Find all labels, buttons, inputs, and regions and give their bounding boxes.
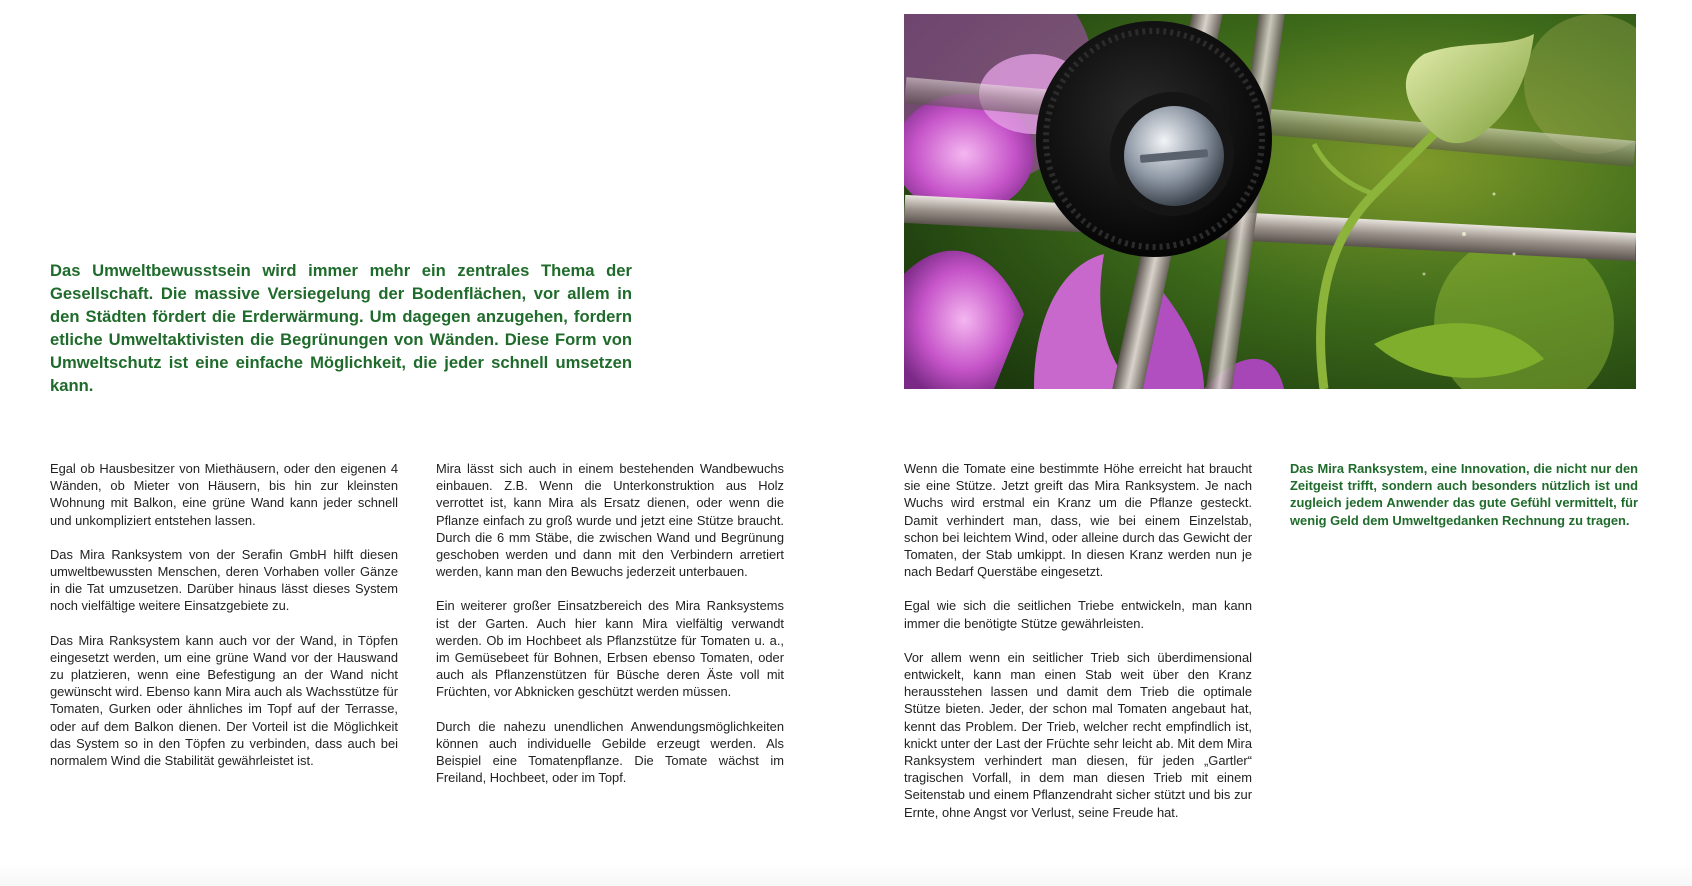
closing-highlight-text: Das Mira Ranksystem, eine Innovation, die nicht nur den Zeitgeist trifft, sondern auch besonders nützlich ist und zugleich jedem Anwender das gute Gefühl vermittelt, für wenig Geld dem Umweltgedanken Rechnung zu tragen. xyxy=(1290,461,1638,528)
paragraph: Durch die nahezu unendlichen Anwendungsmöglichkeiten können auch individuelle Gebilde erzeugt werden. Als Beispiel eine Tomatenpflanze. Die Tomate wächst im Freiland, Hochbeet, oder im Topf. xyxy=(436,718,784,786)
paragraph: Ein weiterer großer Einsatzbereich des Mira Ranksystems ist der Garten. Auch hier kann Mira vielfältig verwandt werden. Ob im Hochbeet als Pflanzstütze für Tomaten u. a., im Gemüsebeet für Bohnen, Erbsen ebenso Tomaten, oder auch als Pflanzenstützen für Büsche deren Äste voll mit Früchten, vor Abknicken geschützt werden müssen. xyxy=(436,598,784,700)
paragraph: Egal wie sich die seitlichen Triebe entwickeln, man kann immer die benötigte Stütze gewährleisten. xyxy=(904,598,1252,631)
text-column-1 xyxy=(50,460,398,786)
paragraph: Das Mira Ranksystem kann auch vor der Wand, in Töpfen eingesetzt werden, um eine grüne Wand vor der Hauswand zu platzieren, wenn eine Befestigung an der Wand nicht gewünscht wird. Ebenso kann Mira auch als Wachsstütze für Tomaten, Gurken oder ähnliches im Topf auf der Terrasse, oder auf dem Balkon dienen. Der Vorteil ist die Möglichkeit das System so in den Töpfen zu verbinden, dass auch bei normalem Wind die Stabilität gewährleistet ist. xyxy=(50,632,398,769)
product-photo xyxy=(904,14,1636,389)
paragraph: Wenn die Tomate eine bestimmte Höhe erreicht hat braucht sie eine Stütze. Jetzt greift das Mira Ranksystem. Je nach Wuchs wird erstmal ein Kranz um die Pflanze gesteckt. Damit verhindert man, dass, wie bei einem Einzelstab, schon bei leichtem Wind, oder alleine durch das Gewicht der Tomaten, der Stab umkippt. In diesen Kranz werden nun je nach Bedarf Querstäbe eingesetzt. xyxy=(904,461,1252,580)
paragraph: Egal ob Hausbesitzer von Miethäusern, oder den eigenen 4 Wänden, ob Mieter von Häusern, bis hin zur kleinsten Wohnung mit Balkon, eine grüne Wand kann jeder schnell und unkompliziert entstehen lassen. xyxy=(50,461,398,528)
page-bottom-edge xyxy=(0,862,1692,886)
paragraph: Mira lässt sich auch in einem bestehenden Wandbewuchs einbauen. Z.B. Wenn die Unterkonstruktion aus Holz verrottet ist, kann Mira als Ersatz dienen, oder wenn die Pflanze einfach zu groß wurde und jetzt eine Stütze braucht. Durch die 6 mm Stäbe, die zwischen Wand und Begrünung geschoben werden und dann mit den Verbindern arretiert werden, kann man den Bewuchs jederzeit unterbauen. xyxy=(436,461,784,580)
text-column-4-highlight xyxy=(1290,460,1638,546)
paragraph: Das Mira Ranksystem von der Serafin GmbH hilft diesen umweltbewussten Menschen, deren Vorhaben voller Gänze in die Tat umzusetzen. Darüber hinaus lässt dieses System noch vielfältige weitere Einsatzgebiete zu. xyxy=(50,546,398,614)
intro-lead-text: Das Umweltbewusstsein wird immer mehr ein zentrales Thema der Gesellschaft. Die massive Versiegelung der Bodenflächen, vor allem in den Städten fördert die Erderwärmung. Um dagegen anzugehen, fordern etliche Umweltaktivisten die Begrünungen von Wänden. Diese Form von Umweltschutz ist eine einfache Möglichkeit, die jeder schnell umsetzen kann. xyxy=(50,261,632,395)
text-column-3 xyxy=(904,460,1252,838)
text-column-2 xyxy=(436,460,784,803)
paragraph: Vor allem wenn ein seitlicher Trieb sich überdimensional entwickelt, kann man einen Stab weit über den Kranz herausstehen lassen und damit dem Trieb die optimale Stütze bieten. Jeder, der schon mal Tomaten angebaut hat, kennt das Problem. Der Trieb, welcher recht empfindlich ist, knickt unter der Last der Früchte sehr leicht ab. Mit dem Mira Ranksystem verhindert man diesen, für jeden „Gartler“ tragischen Vorfall, in dem man diesen Trieb mit einem Seitenstab und einem Pflanzendraht sicher stützt und bis zur Ernte, ohne Angst vor Verlust, seine Freude hat. xyxy=(904,649,1252,820)
